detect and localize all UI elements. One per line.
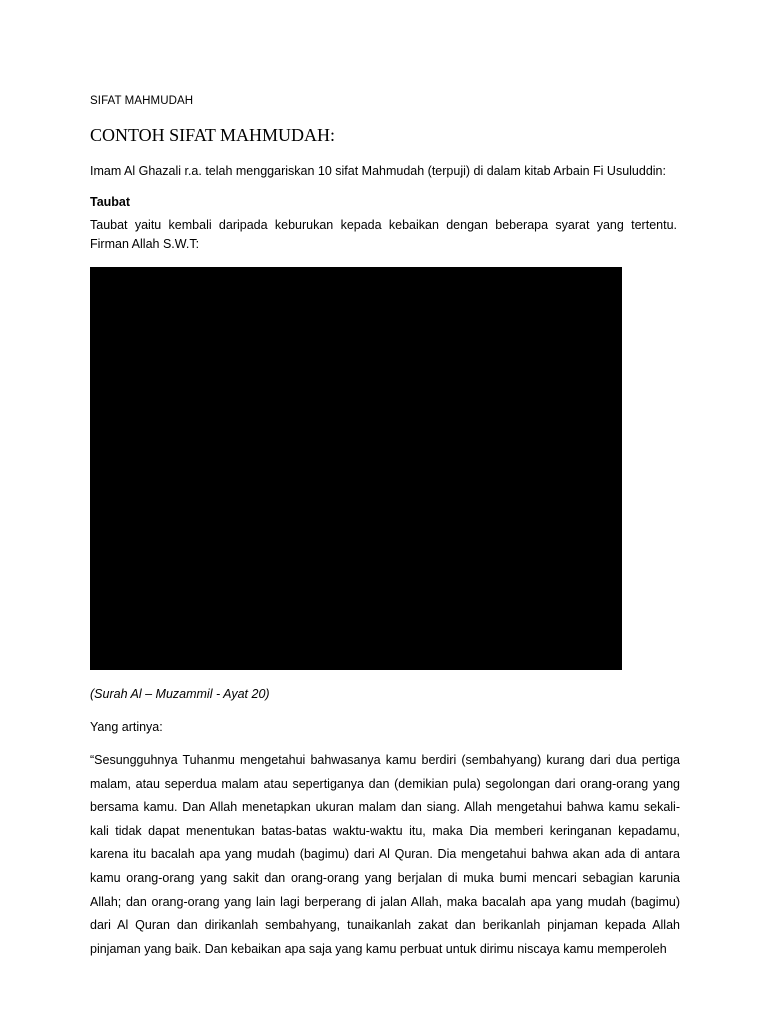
section-body-taubat: Taubat yaitu kembali daripada keburukan kepada kebaikan dengan beberapa syarat yang tertentu. Firman Allah S.W.T: [90,218,677,251]
verse-caption: (Surah Al – Muzammil - Ayat 20) [90,687,270,701]
verse-image [90,267,622,670]
meaning-label: Yang artinya: [90,720,163,734]
intro-paragraph: Imam Al Ghazali r.a. telah menggariskan 10 sifat Mahmudah (terpuji) di dalam kitab Arbain Fi Usuluddin: [90,164,666,178]
document-label: SIFAT MAHMUDAH [90,95,194,107]
section-title-taubat: Taubat [90,195,131,209]
document-heading: CONTOH SIFAT MAHMUDAH: [90,125,336,145]
translation-paragraph: “Sesungguhnya Tuhanmu mengetahui bahwasanya kamu berdiri (sembahyang) kurang dari dua pertiga malam, atau seperdua malam atau sepertiganya dan (demikian pula) segolongan dari orang-orang yang bersama kamu. Dan Allah menetapkan ukuran malam dan siang. Allah mengetahui bahwa kamu sekali-kali tidak dapat menentukan batas-batas waktu-waktu itu, maka Dia memberi keringanan kepadamu, karena itu bacalah apa yang mudah (bagimu) dari Al Quran. Dia mengetahui bahwa akan ada di antara kamu orang-orang yang sakit dan orang-orang yang berjalan di muka bumi mencari sebagian karunia Allah; dan orang-orang yang lain lagi berperang di jalan Allah, maka bacalah apa yang mudah (bagimu) dari Al Quran dan dirikanlah sembahyang, tunaikanlah zakat dan berikanlah pinjaman kepada Allah pinjaman yang baik. Dan kebaikan apa saja yang kamu perbuat untuk dirimu niscaya kamu memperoleh [90,753,680,956]
